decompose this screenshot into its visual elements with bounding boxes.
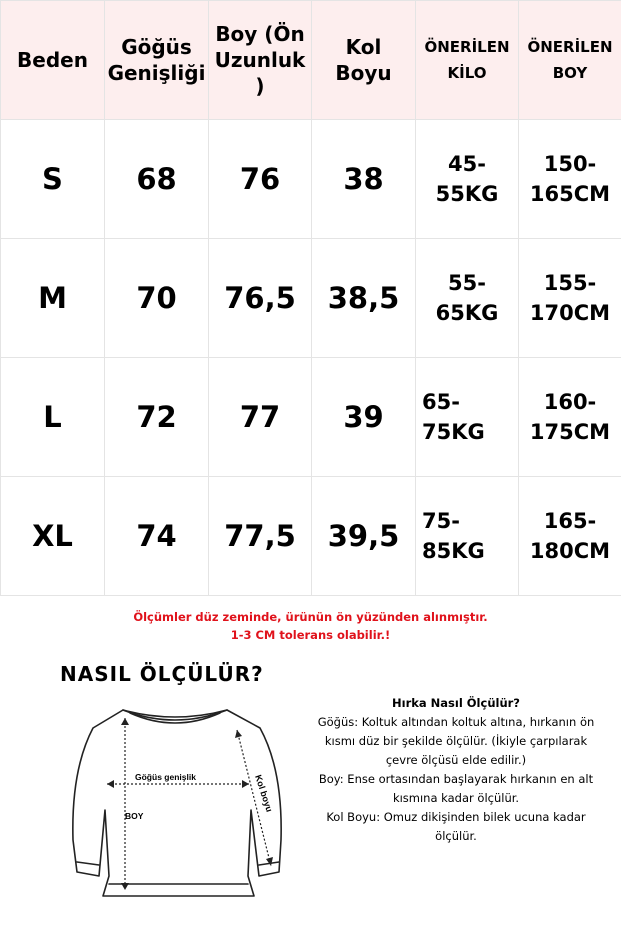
cell-onerilen-boy: 150- 165CM	[519, 120, 621, 239]
cell-beden: S	[1, 120, 105, 239]
cell-boy: 76,5	[209, 239, 312, 358]
cell-kol: 39,5	[312, 477, 416, 596]
header-beden: Beden	[1, 1, 105, 120]
cell-gogus: 68	[105, 120, 209, 239]
header-gogus-genisligi: Göğüs Genişliği	[105, 1, 209, 120]
instructions-title: Hırka Nasıl Ölçülür?	[392, 696, 520, 710]
cell-beden: L	[1, 358, 105, 477]
cell-onerilen-boy: 165- 180CM	[519, 477, 621, 596]
cell-kol: 38,5	[312, 239, 416, 358]
cell-kilo: 55- 65KG	[416, 239, 519, 358]
chest-label: Göğüs genişlik	[135, 772, 196, 782]
instruction-line: Kol Boyu: Omuz dikişinden bilek ucuna kadar	[326, 810, 586, 824]
header-kol-boyu: Kol Boyu	[312, 1, 416, 120]
header-onerilen-boy: ÖNERİLEN BOY	[519, 1, 621, 120]
cell-onerilen-boy: 160- 175CM	[519, 358, 621, 477]
cell-beden: M	[1, 239, 105, 358]
instruction-line: kısmına kadar ölçülür.	[392, 791, 520, 805]
table-row-m	[1, 239, 621, 358]
notice-line-1: Ölçümler düz zeminde, ürünün ön yüzünden alınmıştır.	[133, 610, 488, 624]
table-row-s	[1, 120, 621, 239]
header-onerilen-kilo: ÖNERİLEN KİLO	[416, 1, 519, 120]
cell-kilo: 75- 85KG	[416, 477, 519, 596]
instruction-line: Göğüs: Koltuk altından koltuk altına, hırkanın ön	[317, 715, 595, 729]
cell-boy: 76	[209, 120, 312, 239]
notice-line-2: 1-3 CM tolerans olabilir.!	[230, 628, 391, 642]
instruction-line: kısmı düz bir şekilde ölçülür. (İkiyle çarpılarak	[324, 734, 588, 748]
cell-kol: 39	[312, 358, 416, 477]
cell-boy: 77	[209, 358, 312, 477]
sleeve-label: Kol boyu	[253, 773, 275, 814]
table-header-row	[1, 1, 621, 120]
cell-beden: XL	[1, 477, 105, 596]
instruction-line: ölçülür.	[435, 829, 477, 843]
measuring-instructions	[306, 694, 606, 846]
table-row-xl	[1, 477, 621, 596]
sweater-measurement-diagram	[55, 690, 295, 910]
instruction-line: çevre ölçüsü elde edilir.)	[385, 753, 527, 767]
cell-kol: 38	[312, 120, 416, 239]
cell-boy: 77,5	[209, 477, 312, 596]
table-row-l	[1, 358, 621, 477]
length-label: BOY	[125, 811, 144, 821]
instruction-line: Boy: Ense ortasından başlayarak hırkanın en alt	[318, 772, 594, 786]
cell-onerilen-boy: 155- 170CM	[519, 239, 621, 358]
cell-kilo: 65- 75KG	[416, 358, 519, 477]
header-boy: Boy (Ön Uzunluk )	[209, 1, 312, 120]
cell-gogus: 74	[105, 477, 209, 596]
cell-kilo: 45- 55KG	[416, 120, 519, 239]
cell-gogus: 72	[105, 358, 209, 477]
how-to-measure-title: NASIL ÖLÇÜLÜR?	[60, 662, 264, 686]
cell-gogus: 70	[105, 239, 209, 358]
